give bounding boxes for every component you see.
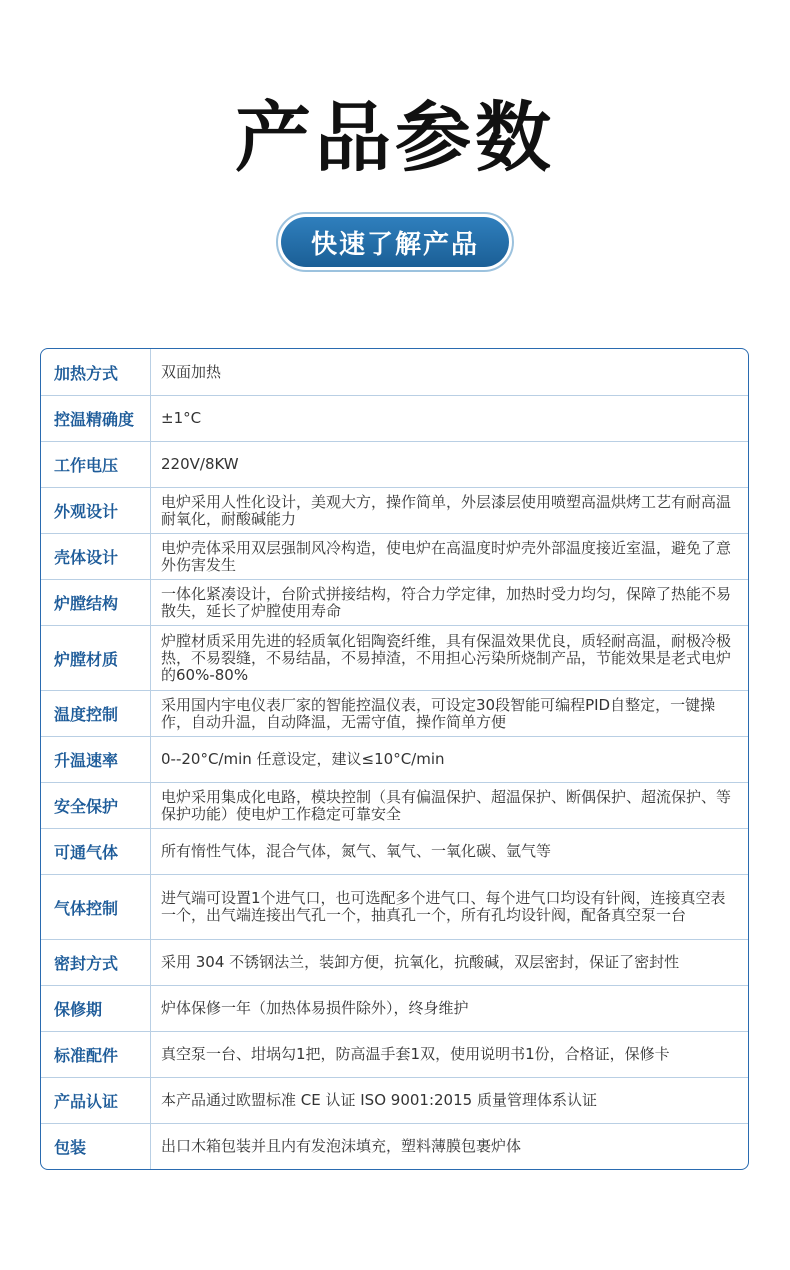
table-row (41, 349, 748, 395)
table-row (41, 939, 748, 985)
spec-value: 真空泵一台、坩埚勾1把，防高温手套1双，使用说明书1份，合格证，保修卡 (161, 1045, 670, 1063)
page-title: 产品参数 (235, 93, 555, 182)
spec-value: 炉体保修一年（加热体易损件除外），终身维护 (161, 999, 469, 1017)
spec-value: 电炉采用人性化设计，美观大方，操作简单，外层漆层使用喷塑高温烘烤工艺有耐高温耐氧化，耐酸碱能力 (161, 492, 732, 528)
table-row (41, 1077, 748, 1123)
spec-value: 进气端可设置1个进气口，也可选配多个进气口、每个进气口均设有针阀，连接真空表一个，出气端连接出气孔一个，抽真孔一个，所有孔均设针阀，配备真空泵一台 (161, 889, 726, 924)
spec-label: 产品认证 (41, 1078, 151, 1123)
spec-label: 炉膛结构 (41, 580, 151, 625)
spec-label: 保修期 (41, 986, 151, 1031)
table-row (41, 579, 748, 625)
spec-value: 炉膛材质采用先进的轻质氧化铝陶瓷纤维，具有保温效果优良，质轻耐高温，耐极冷极热，不易裂缝，不易结晶，不易掉渣，不用担心污染所烧制产品，节能效果是老式电炉的60%-80% (161, 631, 732, 684)
spec-value: 电炉壳体采用双层强制风冷构造，使电炉在高温度时炉壳外部温度接近室温，避免了意外伤害发生 (161, 538, 732, 574)
spec-label: 安全保护 (41, 783, 151, 828)
table-row (41, 1123, 748, 1169)
spec-value: 出口木箱包装并且内有发泡沫填充，塑料薄膜包裹炉体 (161, 1137, 522, 1155)
spec-table (40, 348, 749, 1170)
spec-label: 炉膛材质 (41, 626, 151, 690)
table-row (41, 487, 748, 533)
table-row (41, 625, 748, 690)
spec-value: 本产品通过欧盟标准 CE 认证 ISO 9001:2015 质量管理体系认证 (161, 1091, 597, 1109)
spec-value: ±1°C (161, 409, 202, 427)
learn-product-button[interactable] (276, 212, 514, 272)
spec-label: 壳体设计 (41, 534, 151, 579)
table-row (41, 736, 748, 782)
spec-value: 双面加热 (161, 362, 222, 381)
spec-value: 采用国内宇电仪表厂家的智能控温仪表，可设定30段智能可编程PID自整定，一键操作，自动升温，自动降温，无需守值，操作简单方便 (161, 695, 716, 731)
spec-value: 所有惰性气体，混合气体，氮气、氧气、一氧化碳、氩气等 (161, 842, 552, 860)
table-row (41, 1031, 748, 1077)
spec-label: 温度控制 (41, 691, 151, 736)
table-row (41, 782, 748, 828)
spec-label: 外观设计 (41, 488, 151, 533)
spec-value: 一体化紧凑设计，台阶式拼接结构，符合力学定律，加热时受力均匀，保障了热能不易散失，延长了炉膛使用寿命 (161, 584, 732, 620)
spec-label: 气体控制 (41, 875, 151, 939)
spec-label: 包装 (41, 1124, 151, 1169)
spec-label: 密封方式 (41, 940, 151, 985)
table-row (41, 441, 748, 487)
spec-label: 可通气体 (41, 829, 151, 874)
table-row (41, 533, 748, 579)
table-row (41, 985, 748, 1031)
table-row (41, 395, 748, 441)
spec-value: 220V/8KW (161, 455, 239, 473)
spec-label: 控温精确度 (41, 396, 151, 441)
spec-value: 采用 304 不锈钢法兰，装卸方便，抗氧化，抗酸碱，双层密封，保证了密封性 (161, 953, 680, 971)
spec-label: 升温速率 (41, 737, 151, 782)
learn-product-button-label: 快速了解产品 (281, 217, 509, 267)
spec-label: 标准配件 (41, 1032, 151, 1077)
table-row (41, 874, 748, 939)
spec-label: 加热方式 (41, 349, 151, 395)
spec-value: 0--20°C/min 任意设定，建议≤10°C/min (161, 750, 445, 768)
table-row (41, 690, 748, 736)
spec-label: 工作电压 (41, 442, 151, 487)
table-row (41, 828, 748, 874)
spec-value: 电炉采用集成化电路，模块控制（具有偏温保护、超温保护、断偶保护、超流保护、等保护功能）使电炉工作稳定可靠安全 (161, 787, 732, 823)
